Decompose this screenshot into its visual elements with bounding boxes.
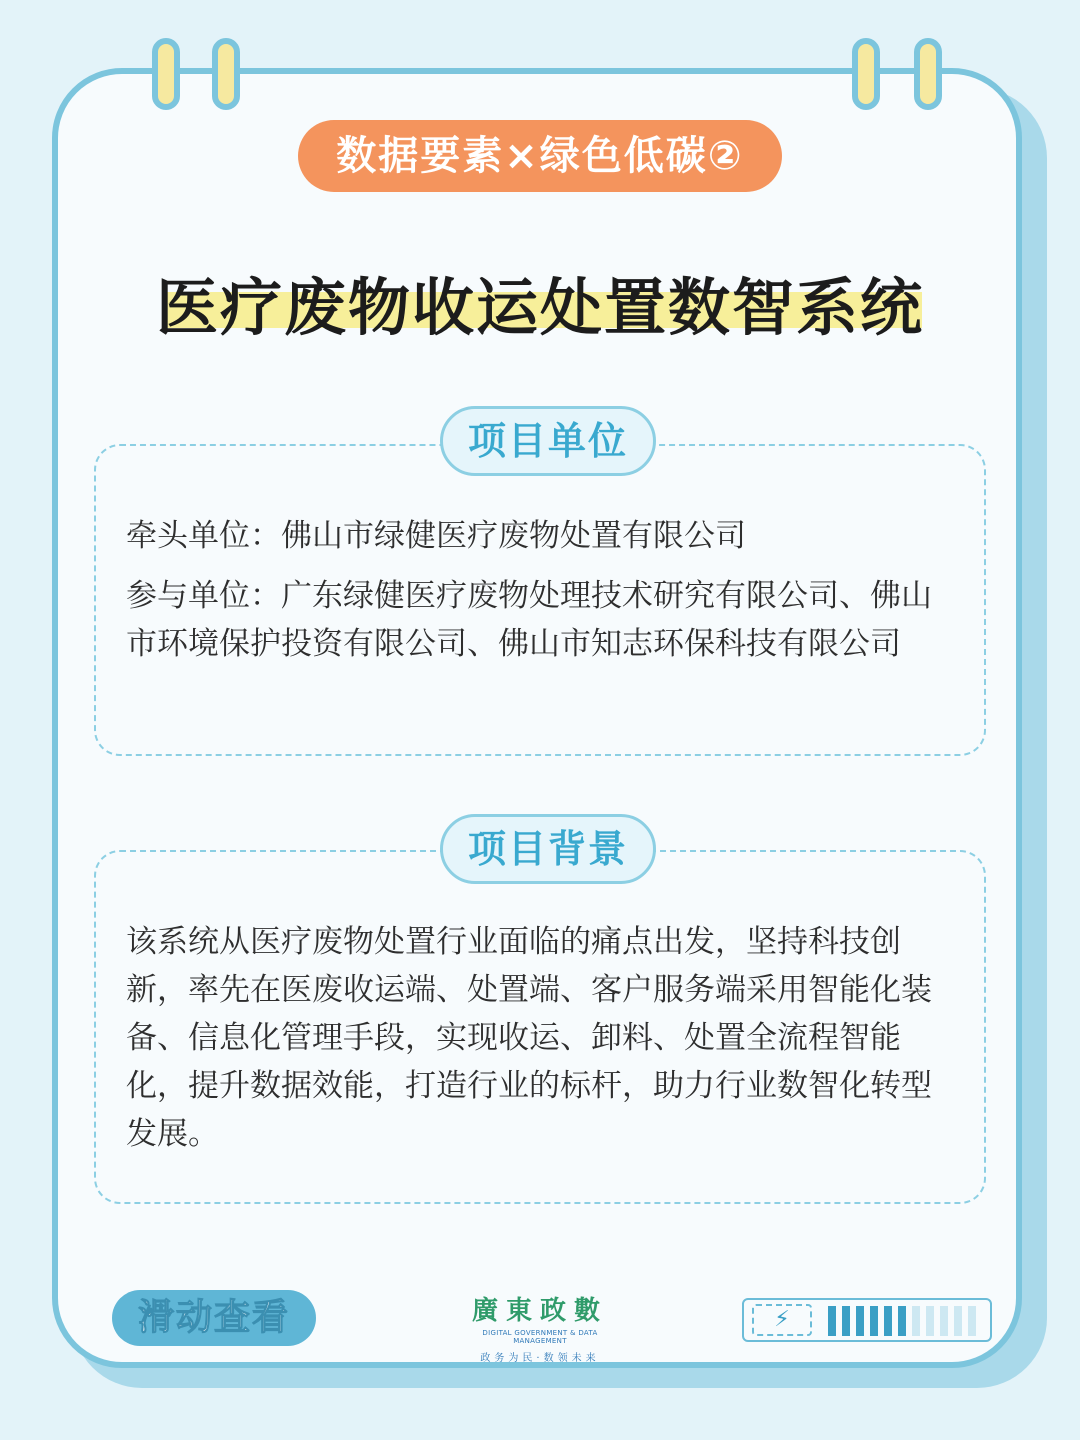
battery-bar: [842, 1306, 850, 1336]
binder-ring-icon: [852, 38, 880, 110]
logo-slogan-text: 政务为民·数领未来: [480, 1353, 600, 1364]
page-title: 医疗废物收运处置数智系统: [155, 271, 924, 344]
binder-ring-icon: [212, 38, 240, 110]
battery-bar: [912, 1306, 920, 1336]
binder-ring-icon: [914, 38, 942, 110]
battery-bar: [898, 1306, 906, 1336]
battery-bar: [926, 1306, 934, 1336]
logo-main-text: 廣東政數: [471, 1296, 608, 1326]
battery-bars: [828, 1306, 986, 1336]
section-label-project-background: 项目背景: [440, 814, 656, 884]
battery-bar: [968, 1306, 976, 1336]
battery-bar: [940, 1306, 948, 1336]
swipe-hint-label: 滑动查看: [112, 1290, 316, 1346]
participant-units-text: 参与单位：广东绿健医疗废物处理技术研究有限公司、佛山市环境保护投资有限公司、佛山市知志环保科技有限公司: [126, 578, 932, 662]
background-text: 该系统从医疗废物处置行业面临的痛点出发，坚持科技创新，率先在医废收运端、处置端、客户服务端采用智能化装备、信息化管理手段，实现收运、卸料、处置全流程智能化，提升数据效能，打造行业的标杆，助力行业数智化转型发展。: [126, 924, 932, 1152]
battery-bar: [856, 1306, 864, 1336]
section-label-project-unit: 项目单位: [440, 406, 656, 476]
lightning-bolt-icon: ⚡: [752, 1304, 812, 1336]
battery-indicator: [742, 1298, 992, 1342]
series-tag: 数据要素×绿色低碳②: [298, 120, 782, 192]
guangdong-zhengshu-logo: [455, 1290, 625, 1364]
lead-unit-text: 牵头单位：佛山市绿健医疗废物处置有限公司: [126, 518, 746, 554]
battery-bar: [954, 1306, 962, 1336]
battery-bar: [870, 1306, 878, 1336]
logo-sub-text: DIGITAL GOVERNMENT & DATA MANAGEMENT: [482, 1329, 598, 1345]
binder-ring-icon: [152, 38, 180, 110]
battery-bar: [828, 1306, 836, 1336]
battery-bar: [884, 1306, 892, 1336]
